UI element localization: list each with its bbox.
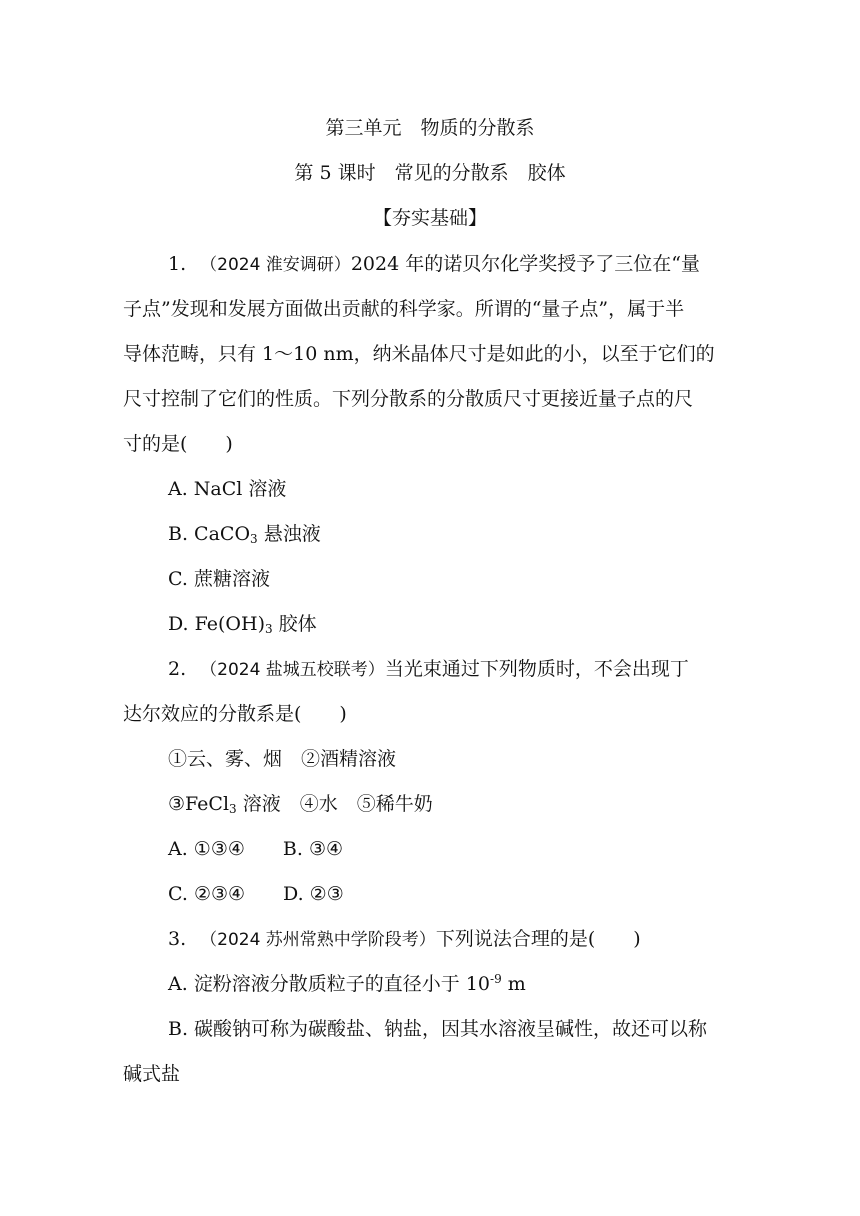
question-stem: 2024 年的诺贝尔化学奖授予了三位在“量 (350, 253, 700, 275)
unit-title: 第三单元 物质的分散系 (325, 117, 535, 139)
option-b-continued: 碱式盐 (123, 1063, 181, 1085)
option-a: A. 淀粉溶液分散质粒子的直径小于 $10^{-9}$ m (168, 972, 526, 995)
option-d: D. $Fe(OH)_3$ 胶体 (168, 613, 317, 636)
lesson-title: 第 5 课时 常见的分散系 胶体 (294, 162, 566, 184)
question-number: 1. (168, 253, 187, 275)
question-2-first-line (168, 656, 689, 683)
option-b: B. ③④ (282, 838, 344, 860)
options-row (168, 881, 344, 907)
option-a: A. ①③④ (168, 838, 245, 860)
question-number: 3. (168, 928, 187, 950)
question-number: 2. (168, 658, 187, 680)
question-stem: 下列说法合理的是( ) (435, 928, 641, 950)
option-b: B. 碳酸钠可称为碳酸盐、钠盐，因其水溶液呈碱性，故还可以称 (168, 1018, 708, 1040)
question-3-first-line (168, 926, 641, 953)
question-source: （2024 盐城五校联考） (200, 660, 385, 680)
question-source: （2024 苏州常熟中学阶段考） (200, 930, 436, 950)
option-a: A. NaCl 溶液 (168, 478, 287, 500)
question-1-first-line (168, 251, 700, 278)
option-c: C. 蔗糖溶液 (168, 568, 270, 590)
item-list-line: ③FeCl$_3$ 溶液 ④水 ⑤稀牛奶 (168, 793, 433, 816)
section-title: 【夯实基础】 (372, 207, 487, 229)
question-stem: 寸的是( ) (123, 433, 233, 455)
options-row (168, 836, 343, 862)
option-b: B. CaCO$_3$ 悬浊液 (168, 523, 321, 546)
question-stem: 当光束通过下列物质时，不会出现丁 (384, 658, 689, 680)
item-list-line: ①云、雾、烟 ②酒精溶液 (168, 748, 397, 770)
question-stem: 子点”发现和发展方面做出贡献的科学家。所谓的“量子点”，属于半 (123, 298, 685, 320)
question-stem: 导体范畴，只有 1～10 nm，纳米晶体尺寸是如此的小，以至于它们的 (123, 343, 715, 365)
question-stem: 尺寸控制了它们的性质。下列分散系的分散质尺寸更接近量子点的尺 (123, 388, 694, 410)
option-c: C. ②③④ (168, 883, 246, 905)
question-source: （2024 淮安调研） (200, 255, 351, 275)
option-d: D. ②③ (283, 883, 344, 905)
question-stem: 达尔效应的分散系是( ) (123, 703, 347, 725)
